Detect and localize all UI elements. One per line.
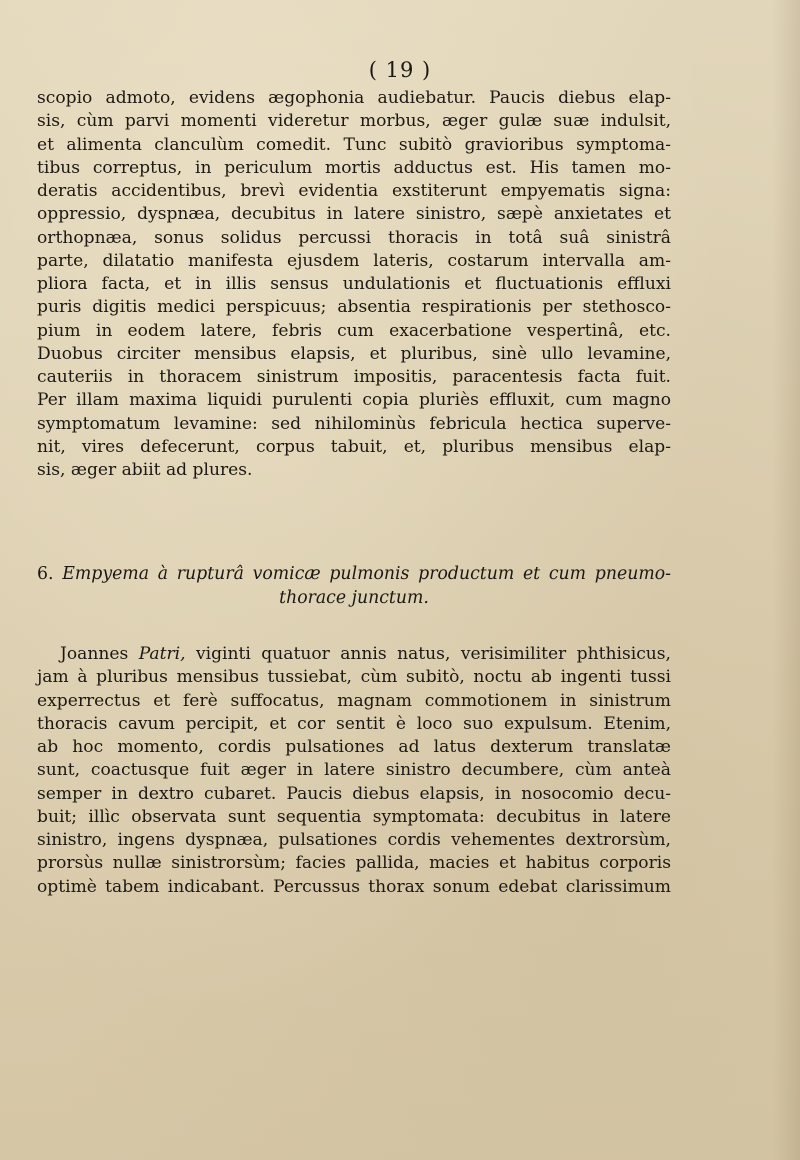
text-line: sis, cùm parvi momenti videretur morbus, æger gulæ suæ indulsit, xyxy=(37,111,671,132)
text-line: sinistro, ingens dyspnæa, pulsationes cordis vehementes dextrorsùm, xyxy=(37,830,671,850)
text-line: parte, dilatatio manifesta ejusdem lateris, costarum intervalla am- xyxy=(37,250,671,271)
text-line: optimè tabem indicabant. Percussus thorax sonum edebat clarissimum xyxy=(37,876,671,897)
text-line: nit, vires defecerunt, corpus tabuit, et, pluribus mensibus elap- xyxy=(37,436,671,457)
page-number: ( 19 ) xyxy=(368,58,432,82)
text-line: puris digitis medici perspicuus; absentia respirationis per stethosco- xyxy=(37,297,671,318)
text-line: oppressio, dyspnæa, decubitus in latere sinistro, sæpè anxietates et xyxy=(37,204,671,225)
text-line-first xyxy=(37,643,671,666)
text-line: jam à pluribus mensibus tussiebat, cùm subitò, noctu ab ingenti tussi xyxy=(37,667,671,688)
text-line: orthopnæa, sonus solidus percussi thoracis in totâ suâ sinistrâ xyxy=(37,227,671,248)
text-line: symptomatum levamine: sed nihilominùs febricula hectica superve- xyxy=(37,413,671,434)
text-line: sunt, coactusque fuit æger in latere sinistro decumbere, cùm anteà xyxy=(37,760,671,781)
text-line: et alimenta clanculùm comedit. Tunc subitò gravioribus symptoma- xyxy=(37,134,671,155)
text-line: thoracis cavum percipit, et cor sentit è loco suo expulsum. Etenim, xyxy=(37,713,671,734)
text-line: cauteriis in thoracem sinistrum impositis, paracentesis facta fuit. xyxy=(37,367,671,387)
text-line: tibus correptus, in periculum mortis adductus est. His tamen mo- xyxy=(37,157,671,178)
text-line: semper in dextro cubaret. Paucis diebus elapsis, in nosocomio decu- xyxy=(37,783,671,804)
text-line: Per illam maxima liquidi purulenti copia pluriès effluxit, cum magno xyxy=(37,390,671,411)
text-span: Joannes xyxy=(60,644,139,664)
text-line: buit; illìc observata sunt sequentia symptomata: decubitus in latere xyxy=(37,806,671,827)
paragraph-case-5-end xyxy=(37,87,671,482)
text-line: experrectus et ferè suffocatus, magnam commotionem in sinistrum xyxy=(37,690,671,711)
text-line: ab hoc momento, cordis pulsationes ad latus dexterum translatæ xyxy=(37,737,671,757)
heading-line-1 xyxy=(37,562,671,586)
paragraph-case-6 xyxy=(37,643,671,899)
patient-name: Patri, xyxy=(138,644,186,664)
heading-title-part-1: Empyema à rupturâ vomicæ pulmonis productum et cum pneumo- xyxy=(62,564,671,584)
section-heading xyxy=(37,562,671,610)
text-line: Duobus circiter mensibus elapsis, et pluribus, sinè ullo levamine, xyxy=(37,343,671,364)
heading-title-part-2: thorace junctum. xyxy=(279,588,429,608)
text-line: sis, æger abiit ad plures. xyxy=(37,460,253,480)
text-span: viginti quatuor annis natus, verisimiliter phthisicus, xyxy=(185,644,671,664)
text-line: prorsùs nullæ sinistrorsùm; facies pallida, macies et habitus corporis xyxy=(37,853,671,874)
text-line: scopio admoto, evidens ægophonia audiebatur. Paucis diebus elap- xyxy=(37,88,671,108)
text-line: pliora facta, et in illis sensus undulationis et fluctuationis effluxi xyxy=(37,274,671,294)
text-line: deratis accidentibus, brevì evidentia exstiterunt empyematis signa: xyxy=(37,181,671,201)
heading-number: 6. xyxy=(37,564,54,584)
text-line: pium in eodem latere, febris cum exacerbatione vespertinâ, etc. xyxy=(37,320,671,341)
